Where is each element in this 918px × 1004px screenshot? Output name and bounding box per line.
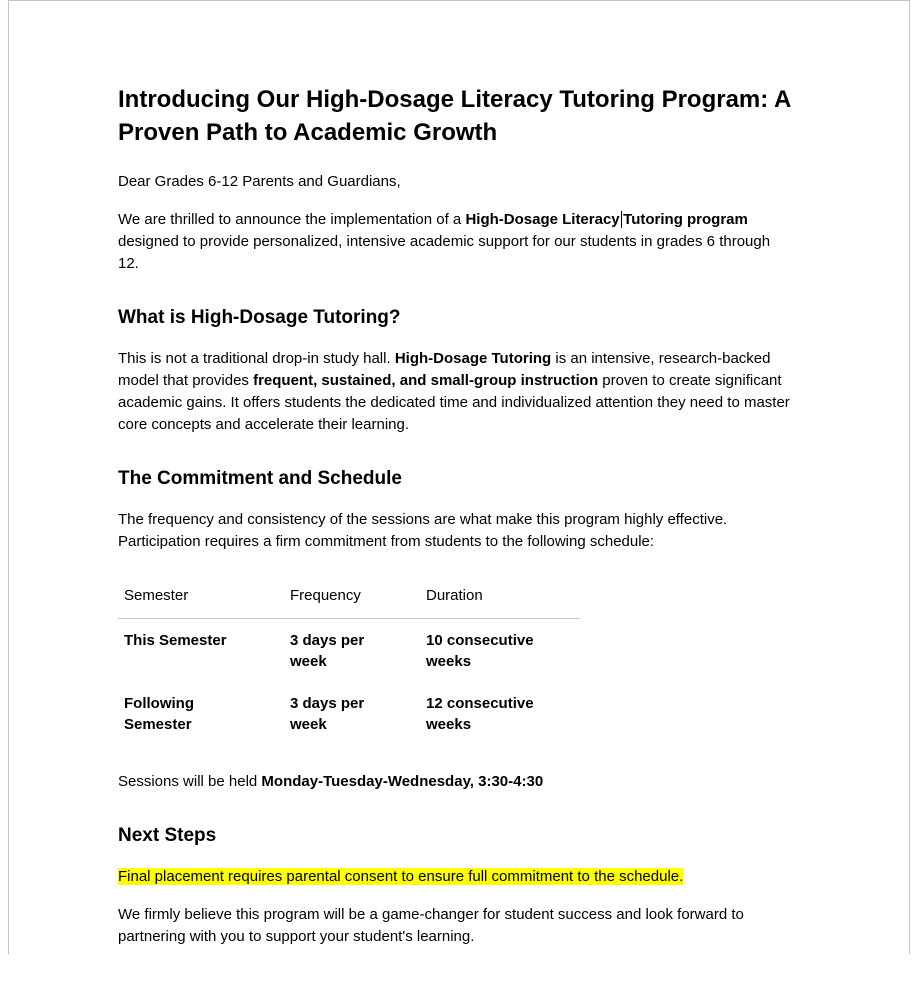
table-cell-semester-1[interactable]: This Semester [124, 632, 227, 649]
table-header-duration[interactable]: Duration [420, 577, 580, 619]
intro-text-2: designed to provide personalized, intensive academic support for our students in grades 6 through 12. [118, 233, 771, 272]
what-bold-1: High-Dosage Tutoring [394, 350, 552, 367]
table-cell-frequency-1[interactable]: 3 days per week [290, 632, 365, 670]
table-row [118, 682, 580, 745]
intro-bold-2: Tutoring program [623, 211, 748, 228]
table-header-frequency[interactable]: Frequency [284, 577, 420, 619]
what-text-3: proven to create significant academic gains. It offers students the dedicated time and individualized attention they need to master core concepts and accelerate their learning. [118, 372, 790, 433]
what-text-1: This is not a traditional drop-in study hall. [118, 350, 395, 367]
paragraph-commitment[interactable]: The frequency and consistency of the sessions are what make this program highly effective. Participation requires a firm commitment from students to the following schedule: [118, 511, 728, 550]
paragraph-highlighted[interactable] [118, 866, 794, 888]
what-bold-2: frequent, sustained, and small-group instruction [253, 372, 599, 389]
highlighted-text: Final placement requires parental consent to ensure full commitment to the schedule. [118, 868, 684, 885]
table-header-row [118, 577, 580, 619]
heading-commitment-schedule[interactable]: The Commitment and Schedule [118, 468, 402, 489]
table-cell-frequency-2[interactable]: 3 days per week [290, 695, 365, 733]
paragraph-closing[interactable]: We firmly believe this program will be a game-changer for student success and look forward to partnering with you to support your student's learning. [118, 906, 744, 945]
heading-next-steps[interactable]: Next Steps [118, 825, 217, 846]
intro-text-1: We are thrilled to announce the implementation of a [118, 211, 466, 228]
salutation[interactable]: Dear Grades 6-12 Parents and Guardians, [118, 173, 401, 190]
table-header-semester[interactable]: Semester [118, 577, 284, 619]
table-cell-duration-1[interactable]: 10 consecutive weeks [426, 632, 534, 670]
what-text-2: is an intensive, research-backed model that provides [118, 350, 771, 389]
document-title[interactable]: Introducing Our High-Dosage Literacy Tutoring Program: A Proven Path to Academic Growth [118, 86, 791, 146]
table-cell-semester-2[interactable]: Following Semester [124, 695, 194, 733]
intro-bold-1: High-Dosage Literacy [465, 211, 620, 228]
document-content[interactable] [9, 1, 909, 1004]
text-cursor [621, 211, 623, 228]
paragraph-what-is-tutoring[interactable] [118, 348, 794, 436]
sessions-text: Sessions will be held [118, 773, 262, 790]
paragraph-sessions[interactable] [118, 771, 794, 793]
paragraph-intro[interactable] [118, 209, 794, 275]
sessions-bold: Monday-Tuesday-Wednesday, 3:30-4:30 [261, 773, 544, 790]
schedule-table[interactable] [118, 577, 580, 745]
table-cell-duration-2[interactable]: 12 consecutive weeks [426, 695, 534, 733]
heading-what-is-tutoring[interactable]: What is High-Dosage Tutoring? [118, 307, 401, 328]
table-row [118, 619, 580, 683]
document-page[interactable] [8, 0, 910, 954]
